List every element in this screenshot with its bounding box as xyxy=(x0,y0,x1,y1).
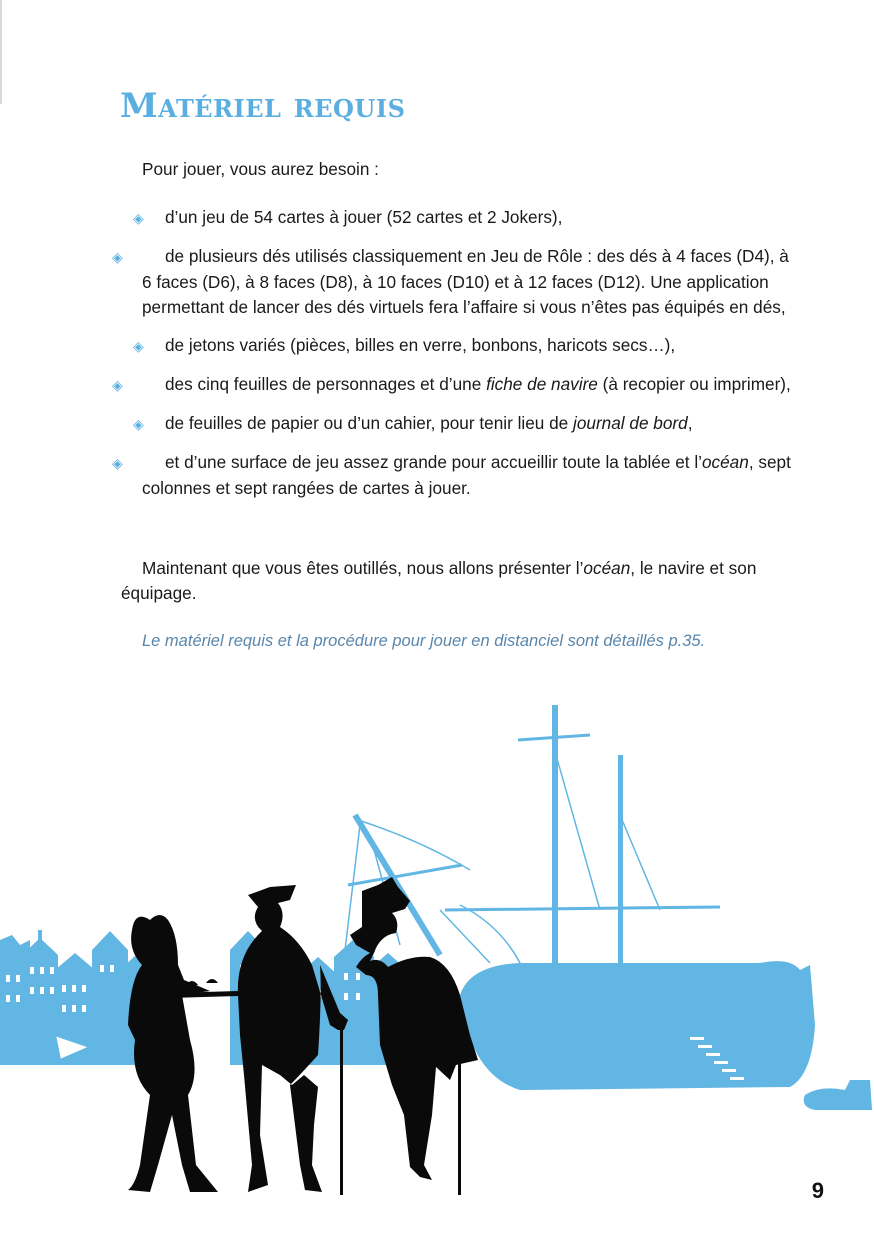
list-item: ◈ de plusieurs dés utilisés classiquement en Jeu de Rôle : des dés à 4 faces (D4), à 6 faces (D6), à 8 faces (D8), à 10 faces (D10) et à 12 faces (D12). Une application permettant de lancer des dés virtuels fera l’affaire si vous n’êtes pas équipés en dés, xyxy=(112,246,789,317)
term-ocean: océan xyxy=(583,558,631,578)
diamond-bullet-icon: ◈ xyxy=(133,338,144,354)
diamond-bullet-icon: ◈ xyxy=(133,416,144,432)
diamond-bullet-icon: ◈ xyxy=(133,210,144,226)
rowboat xyxy=(804,1080,872,1110)
list-item: ◈ d’un jeu de 54 cartes à jouer (52 cartes et 2 Jokers), xyxy=(121,205,791,231)
page-number: 9 xyxy=(811,1178,824,1203)
diamond-bullet-icon: ◈ xyxy=(112,249,123,265)
distance-play-note: Le matériel requis et la procédure pour jouer en distanciel sont détaillés p.35. xyxy=(142,632,706,650)
list-item: ◈ des cinq feuilles de personnages et d’une fiche de navire (à recopier ou imprimer), xyxy=(121,372,791,398)
outro-paragraph: Maintenant que vous êtes outillés, nous allons présenter l’océan, le navire et son équipage. xyxy=(121,558,757,603)
maid-silhouette xyxy=(128,915,218,1192)
list-item: ◈ de feuilles de papier ou d’un cahier, pour tenir lieu de journal de bord, xyxy=(121,411,791,437)
merchant-cane xyxy=(458,1060,461,1195)
diamond-bullet-icon: ◈ xyxy=(112,377,123,393)
page-edge-line xyxy=(0,0,2,104)
term-fiche-de-navire: fiche de navire xyxy=(486,374,598,394)
intro-paragraph: Pour jouer, vous aurez besoin : xyxy=(142,159,379,179)
walking-cane xyxy=(340,1030,343,1195)
page-title: Matériel requis xyxy=(120,86,406,126)
term-journal-de-bord: journal de bord xyxy=(573,413,688,433)
harbor-illustration xyxy=(0,695,874,1205)
list-item: ◈ de jetons variés (pièces, billes en verre, bonbons, haricots secs…), xyxy=(121,333,791,359)
term-ocean: océan xyxy=(701,452,749,472)
list-item: ◈ et d’une surface de jeu assez grande pour accueillir toute la tablée et l’océan, sept colonnes et sept rangées de cartes à jouer. xyxy=(112,452,791,498)
diamond-bullet-icon: ◈ xyxy=(112,455,123,471)
materials-list xyxy=(112,205,791,501)
character-silhouettes xyxy=(128,877,478,1195)
